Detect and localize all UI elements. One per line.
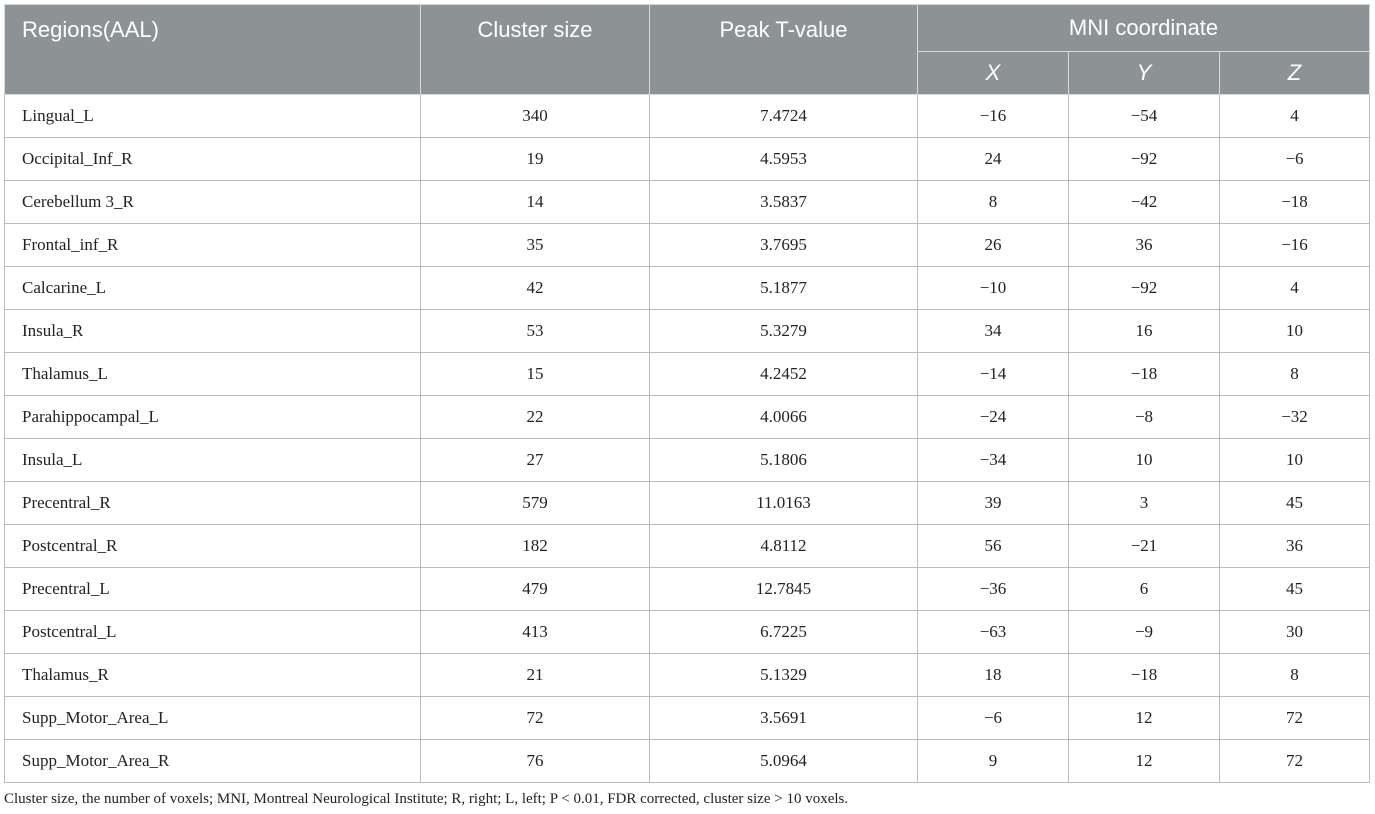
header-row-top [5,5,1370,52]
table-row [5,396,1370,439]
cell-region: Postcentral_L [5,611,421,654]
cell-region: Insula_R [5,310,421,353]
cell-z: −16 [1220,224,1370,267]
cell-peak-t-value: 7.4724 [650,95,918,138]
table-row [5,697,1370,740]
cell-region: Lingual_L [5,95,421,138]
cell-x: 26 [918,224,1069,267]
cell-peak-t-value: 11.0163 [650,482,918,525]
table-row [5,138,1370,181]
cell-x: 8 [918,181,1069,224]
cell-cluster-size: 413 [421,611,650,654]
cell-y: −54 [1069,95,1220,138]
table-row [5,611,1370,654]
cell-region: Supp_Motor_Area_R [5,740,421,783]
table-row [5,353,1370,396]
table-row [5,740,1370,783]
header-mni-coordinate: MNI coordinate [918,5,1370,52]
cell-z: 10 [1220,310,1370,353]
cell-peak-t-value: 5.0964 [650,740,918,783]
cell-z: 45 [1220,482,1370,525]
cell-cluster-size: 35 [421,224,650,267]
cell-cluster-size: 72 [421,697,650,740]
cell-z: 72 [1220,740,1370,783]
cell-z: 4 [1220,95,1370,138]
cell-y: −92 [1069,138,1220,181]
cell-cluster-size: 42 [421,267,650,310]
cell-z: 45 [1220,568,1370,611]
header-y: Y [1069,52,1220,95]
table-row [5,482,1370,525]
table-header [5,5,1370,95]
cell-x: 39 [918,482,1069,525]
cell-y: 3 [1069,482,1220,525]
cell-peak-t-value: 4.0066 [650,396,918,439]
table-row [5,224,1370,267]
cell-z: 30 [1220,611,1370,654]
cell-z: 8 [1220,654,1370,697]
cell-y: 36 [1069,224,1220,267]
cell-z: 36 [1220,525,1370,568]
cell-x: −10 [918,267,1069,310]
cell-cluster-size: 182 [421,525,650,568]
cell-cluster-size: 479 [421,568,650,611]
cell-y: 12 [1069,697,1220,740]
cell-x: −63 [918,611,1069,654]
cell-region: Postcentral_R [5,525,421,568]
header-region: Regions(AAL) [5,5,421,95]
cell-z: −18 [1220,181,1370,224]
table-body [5,95,1370,783]
cell-region: Thalamus_L [5,353,421,396]
table-row [5,568,1370,611]
table-row [5,310,1370,353]
cell-y: −42 [1069,181,1220,224]
cell-x: 18 [918,654,1069,697]
cell-cluster-size: 27 [421,439,650,482]
cell-y: −92 [1069,267,1220,310]
cell-cluster-size: 53 [421,310,650,353]
cell-peak-t-value: 5.3279 [650,310,918,353]
cell-peak-t-value: 3.5691 [650,697,918,740]
table-row [5,525,1370,568]
cell-x: −36 [918,568,1069,611]
cell-peak-t-value: 5.1329 [650,654,918,697]
cell-y: 16 [1069,310,1220,353]
cell-z: 72 [1220,697,1370,740]
cell-peak-t-value: 4.2452 [650,353,918,396]
cell-peak-t-value: 5.1877 [650,267,918,310]
cell-region: Parahippocampal_L [5,396,421,439]
cell-peak-t-value: 3.5837 [650,181,918,224]
cell-region: Insula_L [5,439,421,482]
table-row [5,181,1370,224]
cell-peak-t-value: 4.5953 [650,138,918,181]
table-row [5,95,1370,138]
cell-region: Cerebellum 3_R [5,181,421,224]
table-row [5,439,1370,482]
header-x: X [918,52,1069,95]
cell-y: −8 [1069,396,1220,439]
table-row [5,654,1370,697]
cell-z: −32 [1220,396,1370,439]
cell-x: −6 [918,697,1069,740]
cell-z: 8 [1220,353,1370,396]
results-table [4,4,1370,783]
table-footnote: Cluster size, the number of voxels; MNI, Montreal Neurological Institute; R, right; L, left; P < 0.01, FDR corrected, cluster size > 10 voxels. [4,791,849,807]
cell-x: 9 [918,740,1069,783]
cell-y: −18 [1069,353,1220,396]
cell-cluster-size: 21 [421,654,650,697]
cell-peak-t-value: 6.7225 [650,611,918,654]
cell-y: −18 [1069,654,1220,697]
cell-region: Supp_Motor_Area_L [5,697,421,740]
cell-x: −16 [918,95,1069,138]
cell-region: Precentral_L [5,568,421,611]
cell-cluster-size: 14 [421,181,650,224]
cell-z: 4 [1220,267,1370,310]
cell-x: 56 [918,525,1069,568]
cell-z: −6 [1220,138,1370,181]
cell-x: −24 [918,396,1069,439]
cell-x: −34 [918,439,1069,482]
cell-cluster-size: 19 [421,138,650,181]
cell-region: Calcarine_L [5,267,421,310]
cell-peak-t-value: 12.7845 [650,568,918,611]
cell-y: 10 [1069,439,1220,482]
results-table-container [4,4,1369,783]
cell-x: 34 [918,310,1069,353]
cell-peak-t-value: 4.8112 [650,525,918,568]
header-peak-t-value: Peak T-value [650,5,918,95]
cell-z: 10 [1220,439,1370,482]
header-z: Z [1220,52,1370,95]
table-row [5,267,1370,310]
cell-cluster-size: 579 [421,482,650,525]
header-cluster-size: Cluster size [421,5,650,95]
cell-y: 12 [1069,740,1220,783]
cell-y: −21 [1069,525,1220,568]
cell-cluster-size: 76 [421,740,650,783]
cell-region: Precentral_R [5,482,421,525]
cell-y: −9 [1069,611,1220,654]
cell-region: Frontal_inf_R [5,224,421,267]
cell-cluster-size: 15 [421,353,650,396]
cell-peak-t-value: 5.1806 [650,439,918,482]
cell-region: Occipital_Inf_R [5,138,421,181]
cell-x: 24 [918,138,1069,181]
cell-cluster-size: 340 [421,95,650,138]
cell-x: −14 [918,353,1069,396]
cell-y: 6 [1069,568,1220,611]
cell-region: Thalamus_R [5,654,421,697]
cell-cluster-size: 22 [421,396,650,439]
cell-peak-t-value: 3.7695 [650,224,918,267]
